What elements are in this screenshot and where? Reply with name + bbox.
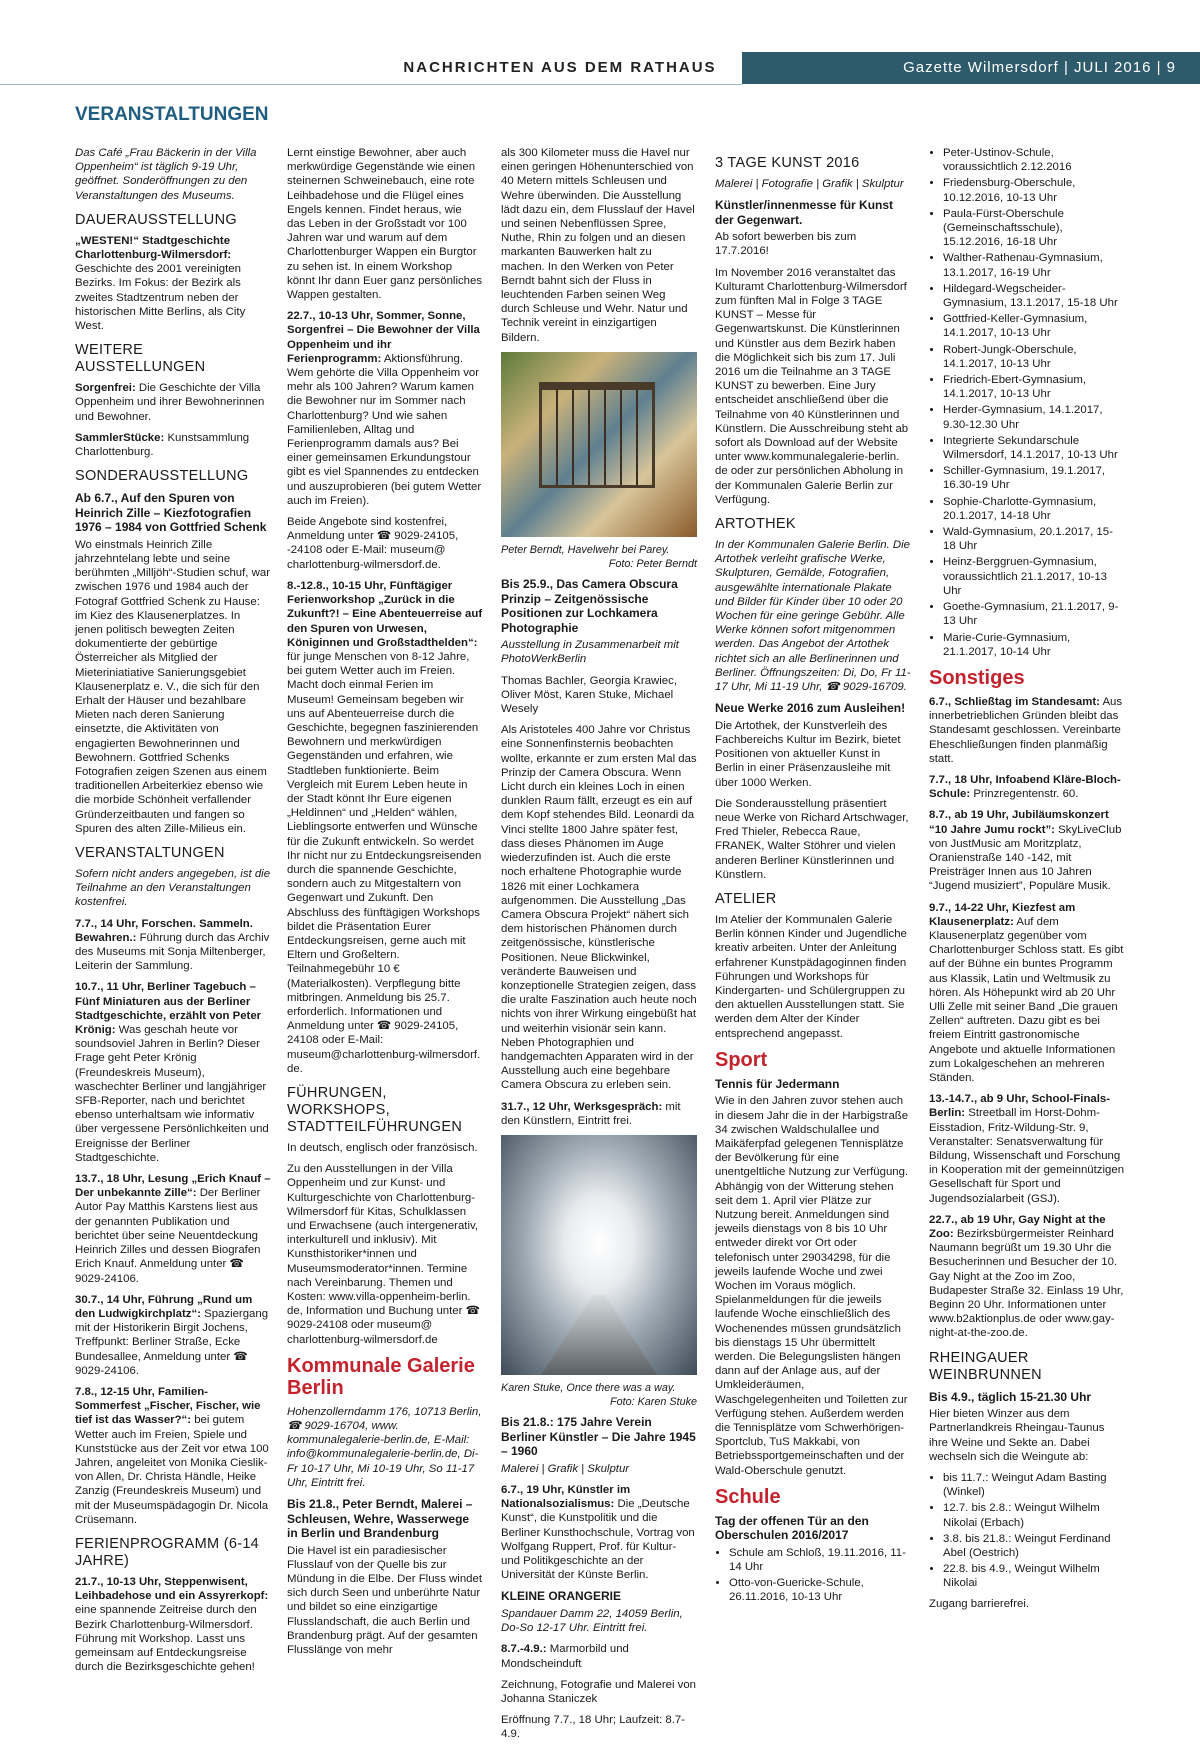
heading-schule: Schule bbox=[715, 1485, 781, 1508]
list-item: • bis 11.7.: Weingut Adam Basting (Winkel) bbox=[943, 1471, 1125, 1499]
orangerie-headline: KLEINE ORANGERIE bbox=[501, 1589, 622, 1604]
gazette-label: Gazette Wilmersdorf | JULI 2016 | 9 bbox=[903, 59, 1176, 76]
column-5 bbox=[929, 146, 1125, 1618]
list-item: • Wald-Gymnasium, 20.1.2017, 15-18 Uhr bbox=[943, 525, 1125, 553]
marmorbild: 8.7.-4.9.: Marmorbild und Mondscheinduft bbox=[501, 1643, 629, 1670]
berndt-text: Die Havel ist ein paradiesischer Flusslauf von der Quelle bis zur Mündung in die Elbe. Der Fluss windet sich durch Seen und unberührte Natur und bildet so eine einzigartige Flusslandschaft, die auch Berlin und Brandenburg prägt. Auf der gesamten Flusslänge von mehr bbox=[287, 1544, 483, 1656]
photo-caption: Peter Berndt, Havelwehr bei Parey. bbox=[501, 543, 670, 556]
heading-atelier: ATELIER bbox=[715, 891, 777, 908]
sonstiges-item: 9.7., 14-22 Uhr, Kiezfest am Klausenerplatz: Auf dem Klausenerplatz gegenüber vom Charlottenburger Schloss statt. Es gibt auf der Bühne ein buntes Programm aus Klassik, Latin und Weltmusik zu hören. Als Höhepunkt wird ab 20 Uhr Ulli Zelle mit seiner Band „Die grauen Zellen“ auftreten. Dazu gibt es bei freiem Eintritt gastronomische Angebote und aktuelle Informationen zum Lokalgeschehen an mehreren Ständen. bbox=[929, 901, 1124, 1084]
artothek-text: Die Artothek, der Kunstverleih des Fachbereichs Kultur im Bezirk, bietet Positionen von aktueller Kunst in Berlin in einer Präsenzausleihe mit über 1000 Werken. bbox=[715, 719, 901, 789]
gazette-bar bbox=[742, 52, 1200, 84]
sonstiges-item: 22.7., ab 19 Uhr, Gay Night at the Zoo: Bezirksbürgermeister Reinhard Naumann begrüßt um 19.30 Uhr die Besucherinnen und Besucher der 10. Gay Night at the Zoo im Zoo, Budapester Straße 32. Einlass 19 Uhr, Beginn 20 Uhr. Informationen unter www.b2aktionplus.de oder www.gay-night-at-the-zoo.de. bbox=[929, 1213, 1124, 1340]
list-item: • Gottfried-Keller-Gymnasium, 14.1.2017, 10-13 Uhr bbox=[943, 312, 1125, 340]
list-item: • Schule am Schloß, 19.11.2016, 11-14 Uhr bbox=[729, 1546, 911, 1574]
list-item: • Marie-Curie-Gymnasium, 21.1.2017, 10-14 Uhr bbox=[943, 631, 1125, 659]
camera-artists: Thomas Bachler, Georgia Krawiec, Oliver Möst, Karen Stuke, Michael Wesely bbox=[501, 674, 677, 716]
list-item: • Friedensburg-Oberschule, 10.12.2016, 10-13 Uhr bbox=[943, 176, 1125, 204]
list-item: • 22.8. bis 4.9., Weingut Wilhelm Nikolai bbox=[943, 1562, 1125, 1590]
camera-partner: Ausstellung in Zusammenarbeit mit PhotoWerkBerlin bbox=[501, 639, 679, 666]
sonder-text: Wo einstmals Heinrich Zille jahrzehntelang lebte und seine berühmten „Milljöh“-Studien schuf, war zwischen 1976 und 1984 auch der Fotograf Gottfried Schenk zu Hause: im Kiez des Klausenerplatzes. In jenen politisch bewegten Zeiten dokumentierte der gebürtige Österreicher als Mitglied der Mieteriniatiative Sanierungsgebiet Klausenerplatz e. V., die sich für den Erhalt der Häuser und bezahlbare Mieten nach deren Sanierung einsetzte, die Aktivitäten von engagierten Bewohnerinnen und Bewohnern. Gottfried Schenks Fotografien zeigen Szenen aus einem traditionellen Arbeiterkiez ebenso wie die morbide Schönheit verfallender Gründerzeitbauten und fangen so Spuren des alten Zille-Milieus ein. bbox=[75, 538, 270, 835]
photo-caption: Karen Stuke, Once there was a way. bbox=[501, 1381, 676, 1394]
page-title: VERANSTALTUNGEN bbox=[75, 104, 269, 125]
heading-rheingauer: RHEINGAUER WEINBRUNNEN bbox=[929, 1349, 1042, 1383]
sonstiges-item: 7.7., 18 Uhr, Infoabend Kläre-Bloch-Schule: Prinzregentenstr. 60. bbox=[929, 773, 1121, 801]
event-item: 30.7., 14 Uhr, Führung „Rund um den Ludwigkirchplatz“: Spaziergang mit der Historikerin Birgit Jochens, Treffpunkt: Berliner Straße, Ecke Bundesallee, Anmeldung unter ☎ 9029-24106. bbox=[75, 1293, 269, 1377]
heading-kommunale-galerie: Kommunale Galerie Berlin bbox=[287, 1354, 475, 1399]
heading-sonstiges: Sonstiges bbox=[929, 666, 1025, 689]
event-item: 13.7., 18 Uhr, Lesung „Erich Knauf – Der unbekannte Zille“: Der Berliner Autor Pay Matthis Karstens liest aus der genannten Publikation und berichtet über seine Neuentdeckung Heinrich Zilles und dessen Biografen Erich Knauf. Anmeldung unter ☎ 9029-24106. bbox=[75, 1173, 271, 1285]
column-2 bbox=[287, 146, 483, 1664]
heading-veranstaltungen: VERANSTALTUNGEN bbox=[75, 845, 225, 862]
havelwehr-photo bbox=[501, 352, 697, 537]
ferien-text: Lernt einstige Bewohner, aber auch merkwürdige Gegenstände wie einen steinernen Schweinebauch, eine rote Leihbadehose und die Flügel eines Engels kennen. Findet heraus, wie das Leben in der Großstadt vor 100 Jahren war und warum auf dem Charlottenburger Wappen ein Burgtor zu sehen ist. In einem Workshop könnt Ihr dann Euer ganz persönliches Wappen gestalten. bbox=[287, 147, 483, 302]
berndt-text-cont: als 300 Kilometer muss die Havel nur einen geringen Höhenunterschied von 40 Metern mittels Schleusen und Wehre überwinden. Die Ausstellung lädt dazu ein, dem Flusslauf der Havel und seinen Nebenflüssen Spree, Nuthe, Rhin zu folgen und an diesen markanten Bauwerken halt zu machen. In den Werken von Peter Berndt bahnt sich der Fluss in leuchtenden Farben seinen Weg durch Schleuse und Wehr. Natur und Technik vereint in einzigartigen Bildern. bbox=[501, 147, 695, 344]
list-item: • Heinz-Berggruen-Gymnasium, voraussichtlich 21.1.2017, 10-13 Uhr bbox=[943, 555, 1125, 598]
event-item: 7.8., 12-15 Uhr, Familien-Sommerfest „Fischer, Fischer, wie tief ist das Wasser?“: bei gutem Wetter auch im Freien, Spiele und Kunststücke aus der Zeit vor etwa 100 Jahren, angeleitet von Monika Cieslik-von Allen, Dr. Christa Händle, Heike Zanzig (Freundeskreis Museum) und mit der Museumspädagogin Dr. Nicola Crüsemann. bbox=[75, 1385, 269, 1526]
heading-dauerausstellung: DAUERAUSSTELLUNG bbox=[75, 211, 237, 228]
rhein-access: Zugang barrierefrei. bbox=[929, 1597, 1030, 1610]
tennis-text: Wie in den Jahren zuvor stehen auch in diesem Jahr die in der Harbigstraße 34 zwischen Waldschulallee und Maikäferpfad gelegenen Tennisplätze der Bevölkerung für eine unentgeltliche Nutzung zur Verfügung. Abhängig von der Witterung stehen seit dem 1. April vier Plätze zur Nutzung bereit. Anmeldungen sind jeweils dienstags von 8 bis 10 Uhr entweder direkt vor Ort oder telefonisch unter 29034298, für die jeweils laufende Woche und zwei Wochen im Voraus möglich. Spielanmeldungen für die jeweils laufende Woche einschließlich des Wochenendes müssen grundsätzlich bis dienstags 15 Uhr übermittelt werden. Die Belegungslisten hängen dann auf der Anlage aus, auf der Umkleideräumen, Waschgelegenheiten und Toiletten zur Verfügung stehen. Außerdem werden die Tennisplätze vom Schwerhörigen-Sportclub, TuS Makkabi, von Betriebssportgemeinschaften und der Wald-Oberschule genutzt. bbox=[715, 1095, 909, 1477]
rhein-list bbox=[929, 1471, 1125, 1591]
ferien-contact: Beide Angebote sind kostenfrei, Anmeldung unter ☎ 9029-24105, -24108 oder E-Mail: museum@ charlottenburg-wilmersdorf.de. bbox=[287, 516, 459, 571]
header-rule bbox=[0, 84, 742, 85]
tage-headline: Künstler/innenmesse für Kunst der Gegenwart. bbox=[715, 198, 894, 227]
camera-headline: Bis 25.9., Das Camera Obscura Prinzip – Zeitgenössische Positionen zur Lochkamera Photographie bbox=[501, 577, 678, 635]
list-item: • Otto-von-Guericke-Schule, 26.11.2016, 10-13 Uhr bbox=[729, 1576, 911, 1604]
list-item: • Hildegard-Wegscheider-Gymnasium, 13.1.2017, 15-18 Uhr bbox=[943, 282, 1125, 310]
eroeffnung-text: Eröffnung 7.7., 18 Uhr; Laufzeit: 8.7-4.9. bbox=[501, 1714, 686, 1741]
heading-sport: Sport bbox=[715, 1048, 768, 1071]
sammler-text: SammlerStücke: Kunstsammlung Charlottenburg. bbox=[75, 431, 250, 459]
list-item: • Sophie-Charlotte-Gymnasium, 20.1.2017, 14-18 Uhr bbox=[943, 495, 1125, 523]
cafe-intro: Das Café „Frau Bäckerin in der Villa Oppenheim“ ist täglich 9-19 Uhr, geöffnet. Sonderöffnungen zu den Veranstaltungen des Museums. bbox=[75, 147, 257, 202]
column-1 bbox=[75, 146, 271, 1681]
list-item: • Schiller-Gymnasium, 19.1.2017, 16.30-19 Uhr bbox=[943, 464, 1125, 492]
list-item: • Integrierte Sekundarschule Wilmersdorf, 14.1.2017, 10-13 Uhr bbox=[943, 434, 1125, 462]
fuehr-text: Zu den Ausstellungen in der Villa Oppenheim und zur Kunst- und Kulturgeschichte von Charlottenburg-Wilmersdorf für Kitas, Schulklassen und Erwachsene (auch intergenerativ, interkulturell und inklusiv). Mit Kunsthistoriker*innen und Museumsmoderator*innen. Termine nach Vereinbarung. Themen und Kosten: www.villa-oppenheim-berlin. de, Information und Buchung unter ☎ 9029-24108 oder museum@ charlottenburg-wilmersdorf.de bbox=[287, 1163, 480, 1346]
sonstiges-item: 13.-14.7., ab 9 Uhr, School-Finals-Berlin: Streetball im Horst-Dohm-Eisstadion, Fritz-Wildung-Str. 9, Veranstalter: Senatsverwaltung für Bildung, Wissenschaft und Forschung in Kooperation mit der gemeinnützigen Gesellschaft für Sport und Jugendsozialarbeit (GSJ). bbox=[929, 1093, 1125, 1205]
ns-vortrag: 6.7., 19 Uhr, Künstler im Nationalsozialismus: Die „Deutsche Kunst“, die Kunstpolitik und die Berliner Kunsthochschule, Vortrag von Wolfgang Ruppert, Prof. für Kultur- und Politikgeschichte an der Universität der Künste Berlin. bbox=[501, 1484, 695, 1582]
atelier-text: Im Atelier der Kommunalen Galerie Berlin können Kinder und Jugendliche kreativ arbeiten. Unter der Anleitung erfahrener Kunstpädagoginnen finden Führungen und Workshops für Kindergarten- und Schülergruppen zu den aktuellen Ausstellungen statt. Sie werden dem Alter der Kinder entsprechend angepasst. bbox=[715, 914, 907, 1040]
section-title: NACHRICHTEN AUS DEM RATHAUS bbox=[403, 59, 717, 76]
list-item: • Herder-Gymnasium, 14.1.2017, 9.30-12.30 Uhr bbox=[943, 403, 1125, 431]
artothek-text: Die Sonderausstellung präsentiert neue Werke von Richard Artschwager, Fred Thieler, Rebecca Raue, FRANEK, Walter Stöhrer und vielen anderen Berliner Künstlerinnen und Künstlern. bbox=[715, 797, 909, 881]
camera-text: Als Aristoteles 400 Jahre vor Christus eine Sonnenfinsternis beobachten wollte, erkannte er zum ersten Mal das Prinzip der Camera Obscura. Wenn Licht durch ein kleines Loch in einen dunklen Raum fällt, erzeugt es ein auf dem Kopf stehendes Bild. Leonardi da Vinci stellte 1800 Jahre später fest, dass dieses Phänomen im Auge wiederzufinden ist. Auch die erste noch erhaltene Photographie wurde 1826 mit einer Lochkamera aufgenommen. Die Ausstellung „Das Camera Obscura Projekt“ nähert sich dem historischen Phänomen durch zeitgenössische, künstlerische Positionen. Neue Blickwinkel, veränderte Bauweisen und konzeptionelle Strategien zeigen, dass die uralte Faszination auch heute noch nichts von ihrer Wirkung eingebüßt hat und weiterhin visionär sein kann. Neben Photographien und handgemachten Apparaten wird in der Ausstellung auch eine begehbare Camera Obscura zu erleben sein. bbox=[501, 724, 697, 1092]
ferien-item: 22.7., 10-13 Uhr, Sommer, Sonne, Sorgenfrei – Die Bewohner der Villa Oppenheim und ihr Ferienprogramm: Aktionsführung. Wem gehörte die Villa Oppenheim vor mehr als 100 Jahren? Warum kamen die Bewohner nur im Sommer nach Charlottenburg? Und wie sahen Familienleben, Alltag und Ferienprogramm damals aus? Bei einer gemeinsamen Erkundungstour gibt es viel Spannendes zu entdecken und auszuprobieren (bei gutem Wetter auch im Freien). bbox=[287, 310, 482, 507]
event-item: 7.7., 14 Uhr, Forschen. Sammeln. Bewahren.: Führung durch das Archiv des Museums mit Sonja Miltenberger, Leiterin der Sammlung. bbox=[75, 917, 270, 973]
sonstiges-item: 8.7., ab 19 Uhr, Jubiläumskonzert “10 Jahre Jumu rockt”: SkyLiveClub von JustMusic am Moritzplatz, Oranienstraße 140 -142, mit Preisträger Innen aus 10 Jahren “Jugend musiziert”, Populäre Musik. bbox=[929, 809, 1122, 893]
ferien-item: 21.7., 10-13 Uhr, Steppenwisent, Leihbadehose und ein Assyrerkopf: eine spannende Zeitreise durch den Bezirk Charlottenburg-Wilmersdorf. Führung mit Workshop. Lasst uns gemeinsam auf Entdeckungsreise durch die Bezirksgeschichte gehen! bbox=[75, 1575, 269, 1674]
sorgenfrei-text: Sorgenfrei: Die Geschichte der Villa Oppenheim und ihrer Bewohnerinnen und Bewohner. bbox=[75, 382, 265, 423]
list-item: • Walther-Rathenau-Gymnasium, 13.1.2017, 16-19 Uhr bbox=[943, 251, 1125, 279]
photo-credit: Foto: Peter Berndt bbox=[608, 558, 697, 571]
rhein-text: Hier bieten Winzer aus dem Partnerlandkreis Rheingau-Taunus ihre Weine und Sekte an. Dabei wechseln sich die Weingute ab: bbox=[929, 1408, 1105, 1463]
berndt-headline: Bis 21.8., Peter Berndt, Malerei – Schleusen, Wehre, Wasserwege in Berlin und Brandenburg bbox=[287, 1497, 473, 1541]
tage-text: Im November 2016 veranstaltet das Kulturamt Charlottenburg-Wilmersdorf zum fünften Mal in Folge 3 TAGE KUNST – Messe für Gegenwartskunst. Die Künstlerinnen und Künstler aus dem Bezirk haben die Möglichkeit sich bis zum 17. Juli 2016 um die Teilnahme an 3 TAGE KUNST zu bewerben. Eine Jury entscheidet anschließend über die Teilnahme von 40 Künstlerinnen und Künstlern. Die Ausschreibung steht ab sofort als Download auf der Website unter www.kommunalegalerie-berlin. de oder zur persönlichen Abholung in der Kommunalen Galerie Berlin zur Verfügung. bbox=[715, 266, 909, 506]
fuehr-lang: In deutsch, englisch oder französisch. bbox=[287, 1142, 478, 1154]
heading-sonderausstellung: SONDERAUSSTELLUNG bbox=[75, 468, 249, 485]
tage-genres: Malerei | Fotografie | Grafik | Skulptur bbox=[715, 178, 904, 190]
heading-ferienprogramm: FERIENPROGRAMM (6-14 JAHRE) bbox=[75, 1535, 260, 1569]
veran-note: Sofern nicht anders angegeben, ist die Teilnahme an den Veranstaltungen kostenfrei. bbox=[75, 868, 271, 909]
tage-deadline: Ab sofort bewerben bis zum 17.7.2016! bbox=[715, 231, 857, 258]
heading-weitere: WEITERE AUSSTELLUNGEN bbox=[75, 342, 206, 376]
werksgespraech: 31.7., 12 Uhr, Werksgespräch: mit den Künstlern, Eintritt frei. bbox=[501, 1100, 681, 1127]
page-header bbox=[0, 50, 1200, 86]
event-item: 10.7., 11 Uhr, Berliner Tagebuch – Fünf Miniaturen aus der Berliner Stadtgeschichte, erzählt von Peter Krönig: Was geschah heute vor soundsoviel Jahren in Berlin? Dieser Frage geht Peter Krönig (Freundeskreis Museum), waschechter Berliner und langjähriger SFB-Reporter, nach und berichtet ebenso unterhaltsam wie informativ über vergessene Persönlichkeiten und Ereignisse der Berliner Stadtgeschichte. bbox=[75, 981, 269, 1164]
verein-genres: Malerei | Grafik | Skulptur bbox=[501, 1462, 630, 1475]
heading-fuehrungen: FÜHRUNGEN, WORKSHOPS, STADTTEILFÜHRUNGEN bbox=[287, 1085, 463, 1135]
list-item: • Paula-Fürst-Oberschule (Gemeinschaftsschule), 15.12.2016, 16-18 Uhr bbox=[943, 207, 1125, 250]
list-item: • Goethe-Gymnasium, 21.1.2017, 9-13 Uhr bbox=[943, 600, 1125, 628]
heading-artothek: ARTOTHEK bbox=[715, 516, 796, 533]
photo-credit: Foto: Karen Stuke bbox=[609, 1396, 697, 1409]
heading-3-tage-kunst: 3 TAGE KUNST 2016 bbox=[715, 155, 860, 171]
rhein-headline: Bis 4.9., täglich 15-21.30 Uhr bbox=[929, 1389, 1092, 1404]
list-item: • Peter-Ustinov-Schule, voraussichtlich 2.12.2016 bbox=[943, 146, 1125, 174]
schule-list bbox=[715, 1546, 911, 1605]
schule-headline: Tag der offenen Tür an den Oberschulen 2016/2017 bbox=[715, 1513, 869, 1543]
list-item: • Robert-Jungk-Oberschule, 14.1.2017, 10-13 Uhr bbox=[943, 343, 1125, 371]
sonstiges-item: 6.7., Schließtag im Standesamt: Aus innerbetrieblichen Gründen bleibt das Standesamt geschlossen. Vereinbarte Eheschließungen finden planmäßig statt. bbox=[929, 695, 1123, 765]
column-4 bbox=[715, 146, 911, 1611]
schule-list-cont bbox=[929, 146, 1125, 659]
list-item: • 3.8. bis 21.8.: Weingut Ferdinand Abel (Oestrich) bbox=[943, 1532, 1125, 1560]
tennis-headline: Tennis für Jedermann bbox=[715, 1076, 840, 1091]
artothek-headline: Neue Werke 2016 zum Ausleihen! bbox=[715, 701, 906, 716]
orangerie-address: Spandauer Damm 22, 14059 Berlin, Do-So 12-17 Uhr. Eintritt frei. bbox=[501, 1607, 683, 1635]
list-item: • 12.7. bis 2.8.: Weingut Wilhelm Nikolai (Erbach) bbox=[943, 1501, 1125, 1529]
artothek-info: In der Kommunalen Galerie Berlin. Die Artothek verleiht grafische Werke, Skulpturen, Gemälde, Fotografien, ausgewählte internationale Plakate und Bilder für Kinder über 10 oder 20 Wochen für eine geringe Gebühr. Alle Werke können sofort mitgenommen werden. Das Angebot der Artothek richtet sich an alle Berlinerinnen und Berliner. Öffnungszeiten: Di, Do, Fr 11-17 Uhr, Mi 11-19 Uhr, ☎ 9029-16709. bbox=[715, 539, 911, 694]
verein-headline: Bis 21.8.: 175 Jahre Verein Berliner Künstler – Die Jahre 1945 – 1960 bbox=[501, 1415, 696, 1459]
once-there-photo bbox=[501, 1135, 697, 1375]
ferien-workshop: 8.-12.8., 10-15 Uhr, Fünftägiger Ferienworkshop „Zurück in die Zukunft?! – Eine Abenteuerreise auf den Spuren von Urwesen, Königinnen und Großstadthelden“: für junge Menschen von 8-12 Jahre, bei gutem Wetter auch im Freien. Macht doch einmal Ferien im Museum! Gemeinsam begeben wir uns auf Abenteuerreise durch die Geschichte, begegnen faszinierenden Bewohnern und merkwürdigen Gegenständen und erfahren, wie Stadtleben funktionierte. Beim Vergleich mit Eurem Leben heute in der Stadt könnt Ihr Eure eigenen „Heldinnen“ und „Helden“ wählen, Lieblingsorte entwerfen und Wünsche für die Zukunft entwickeln. So werdet Ihr nicht nur zu Entdeckungsreisenden durch die spannende Geschichte, sondern auch zu Mitgestaltern von Gegenwart und Zukunft. Den Abschluss des fünftägigen Workshops bildet die Präsentation Eurer Entdeckungsreisen, gerne auch mit Eltern und Großeltern. Teilnahmegebühr 10 € (Materialkosten). Verpflegung bitte mitbringen. Anmeldung bis 25.7. erforderlich. Informationen und Anmeldung unter ☎ 9029-24105, 24108 oder E-Mail: museum@charlottenburg-wilmersdorf. de. bbox=[287, 579, 483, 1075]
sonder-headline: Ab 6.7., Auf den Spuren von Heinrich Zille – Kiezfotografien 1976 – 1984 von Gottfried Schenk bbox=[75, 491, 267, 535]
zeichnung-text: Zeichnung, Fotografie und Malerei von Johanna Staniczek bbox=[501, 1678, 697, 1705]
dauer-text: „WESTEN!“ Stadtgeschichte Charlottenburg-Wilmersdorf: Geschichte des 2001 vereinigten Bezirks. Im Fokus: der Bezirk als zweites Stadtzentrum neben der historischen Mitte Berlins, als City West. bbox=[75, 234, 246, 333]
list-item: • Friedrich-Ebert-Gymnasium, 14.1.2017, 10-13 Uhr bbox=[943, 373, 1125, 401]
column-3 bbox=[501, 146, 697, 1749]
galerie-address: Hohenzollerndamm 176, 10713 Berlin, ☎ 9029-16704, www. kommunalegalerie-berlin.de, E-Mail: info@kommunalegalerie-berlin.de, Di-Fr 10-17 Uhr, Mi 10-19 Uhr, So 11-17 Uhr, Eintritt frei. bbox=[287, 1405, 482, 1489]
